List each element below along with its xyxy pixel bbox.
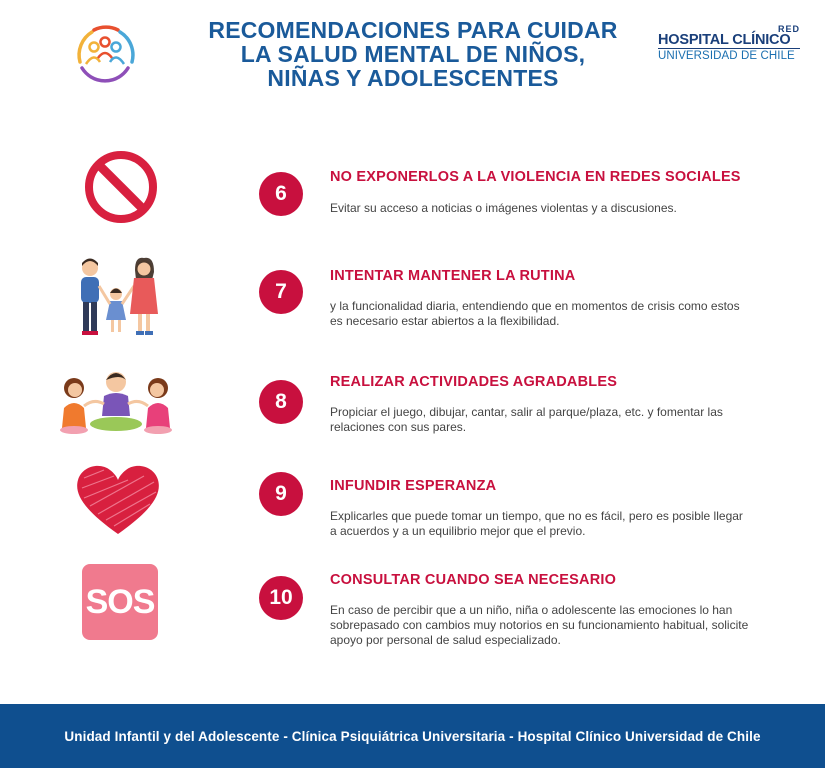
title-line-1: RECOMENDACIONES PARA CUIDAR bbox=[208, 17, 618, 43]
footer-text: Unidad Infantil y del Adolescente - Clínica Psiquiátrica Universitaria - Hospital Clínico Universidad de Chile bbox=[64, 728, 761, 744]
item-number-badge: 7 bbox=[259, 270, 303, 314]
item-description: Propiciar el juego, dibujar, cantar, salir al parque/plaza, etc. y fomentar las relaciones con sus pares. bbox=[330, 405, 723, 434]
heart-icon bbox=[74, 462, 164, 542]
footer-bar bbox=[0, 704, 825, 768]
item-description: Evitar su acceso a noticias o imágenes violentas y a discusiones. bbox=[330, 201, 677, 215]
children-playing-icon bbox=[58, 368, 178, 448]
item-title: CONSULTAR CUANDO SEA NECESARIO bbox=[330, 572, 617, 588]
unit-logo bbox=[72, 22, 138, 84]
logo-hospital-text: HOSPITAL CLÍNICO bbox=[658, 32, 791, 48]
item-number-badge: 6 bbox=[259, 172, 303, 216]
item-number-badge: 10 bbox=[259, 576, 303, 620]
item-description: En caso de percibir que a un niño, niña o adolescente las emociones lo han sobrepasado con cambios muy notorios en su funcionamiento habitual, solicite apoyo por personal de salud especializado. bbox=[330, 603, 749, 647]
item-number-badge: 9 bbox=[259, 472, 303, 516]
page-title bbox=[190, 18, 636, 90]
item-title: INFUNDIR ESPERANZA bbox=[330, 478, 497, 494]
item-description: Explicarles que puede tomar un tiempo, que no es fácil, pero es posible llegar a acuerdos y a un equilibrio mejor que el previo. bbox=[330, 509, 743, 538]
hospital-logo bbox=[656, 24, 804, 68]
item-title: INTENTAR MANTENER LA RUTINA bbox=[330, 268, 576, 284]
item-number-badge: 8 bbox=[259, 380, 303, 424]
logo-divider bbox=[658, 48, 800, 49]
family-icon bbox=[74, 256, 164, 336]
title-line-2: LA SALUD MENTAL DE NIÑOS, bbox=[240, 41, 586, 67]
sos-icon bbox=[82, 564, 158, 640]
item-description: y la funcionalidad diaria, entendiendo que en momentos de crisis como estos es necesario estar abiertos a la flexibilidad. bbox=[330, 299, 740, 328]
title-line-3: NIÑAS Y ADOLESCENTES bbox=[267, 65, 559, 91]
item-title: NO EXPONERLOS A LA VIOLENCIA EN REDES SOCIALES bbox=[330, 169, 741, 185]
logo-university-text: UNIVERSIDAD DE CHILE bbox=[658, 50, 795, 62]
prohibited-icon bbox=[74, 150, 164, 230]
logo-red-text: RED bbox=[777, 24, 800, 34]
item-title: REALIZAR ACTIVIDADES AGRADABLES bbox=[330, 374, 618, 390]
people-circle-logo-icon bbox=[72, 22, 138, 84]
sos-label: SOS bbox=[85, 582, 155, 621]
